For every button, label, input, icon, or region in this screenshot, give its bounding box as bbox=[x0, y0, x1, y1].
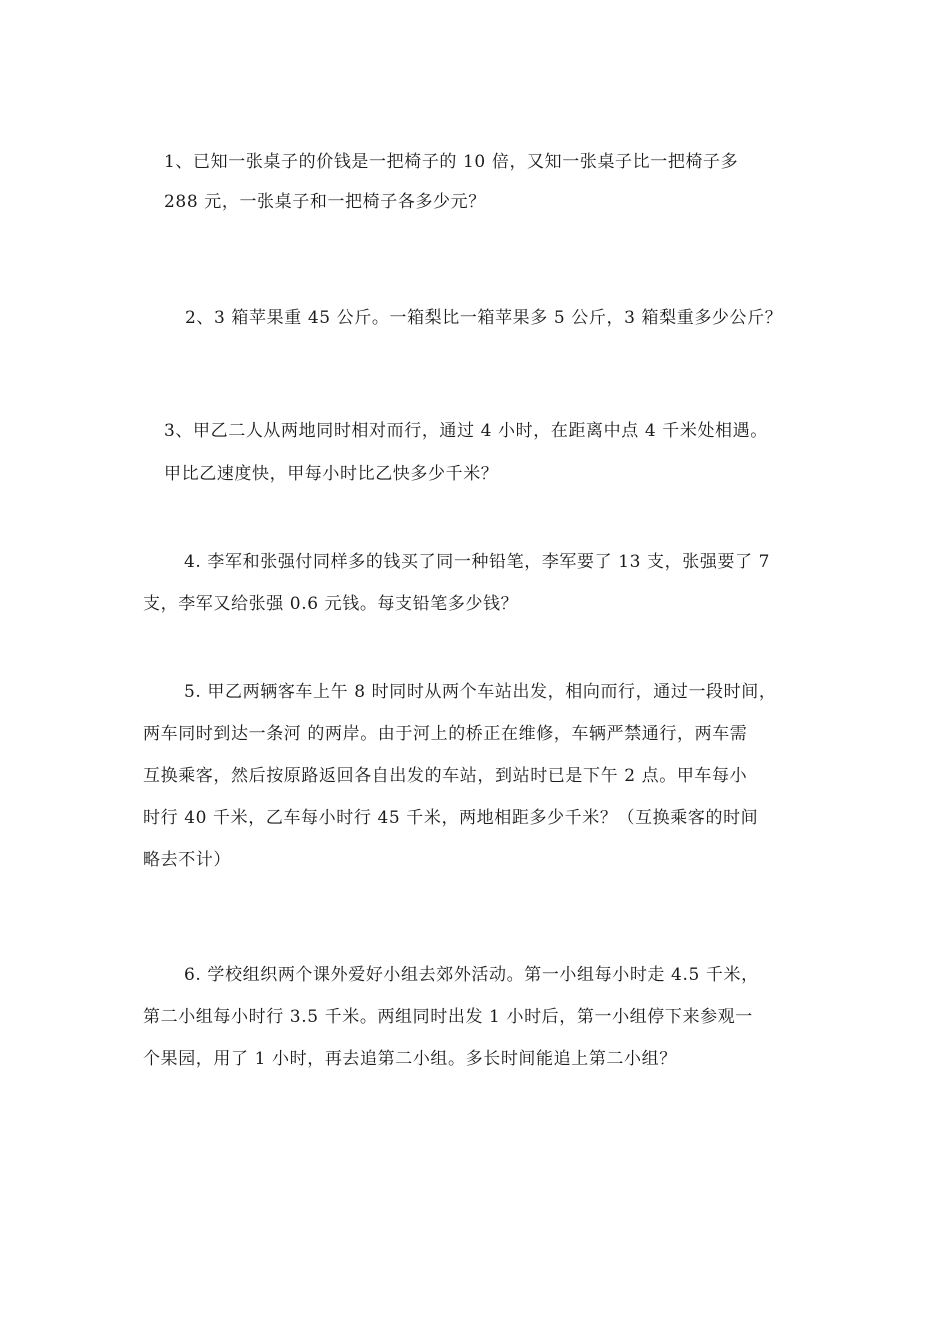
problem-3-line-1: 3、甲乙二人从两地同时相对而行，通过 4 小时，在距离中点 4 千米处相遇。 bbox=[164, 421, 768, 441]
problem-4-line-1: 4. 李军和张强付同样多的钱买了同一种铅笔，李军要了 13 支，张强要了 7 bbox=[184, 552, 771, 572]
problem-5-line-4: 时行 40 千米，乙车每小时行 45 千米，两地相距多少千米？（互换乘客的时间 bbox=[143, 808, 759, 828]
problem-1-line-1: 1、已知一张桌子的价钱是一把椅子的 10 倍，又知一张桌子比一把椅子多 bbox=[164, 152, 739, 172]
problem-1-line-2: 288 元，一张桌子和一把椅子各多少元？ bbox=[164, 192, 486, 212]
problem-6-line-1: 6. 学校组织两个课外爱好小组去郊外活动。第一小组每小时走 4.5 千米， bbox=[184, 965, 759, 985]
problem-6-line-2: 第二小组每小时行 3.5 千米。两组同时出发 1 小时后，第一小组停下来参观一 bbox=[143, 1007, 753, 1027]
problem-6-line-3: 个果园，用了 1 小时，再去追第二小组。多长时间能追上第二小组？ bbox=[143, 1049, 677, 1069]
problem-2-line-1: 2、3 箱苹果重 45 公斤。一箱梨比一箱苹果多 5 公斤，3 箱梨重多少公斤？ bbox=[185, 308, 783, 328]
problem-5-line-3: 互换乘客，然后按原路返回各自出发的车站，到站时已是下午 2 点。甲车每小 bbox=[143, 766, 748, 786]
problem-4-line-2: 支，李军又给张强 0.6 元钱。每支铅笔多少钱？ bbox=[143, 594, 519, 614]
problem-3-line-2: 甲比乙速度快，甲每小时比乙快多少千米？ bbox=[164, 464, 499, 484]
problem-5-line-5: 略去不计） bbox=[143, 850, 231, 870]
problem-5-line-1: 5. 甲乙两辆客车上午 8 时同时从两个车站出发，相向而行，通过一段时间， bbox=[184, 682, 777, 702]
problem-5-line-2: 两车同时到达一条河 的两岸。由于河上的桥正在维修，车辆严禁通行，两车需 bbox=[143, 724, 748, 744]
